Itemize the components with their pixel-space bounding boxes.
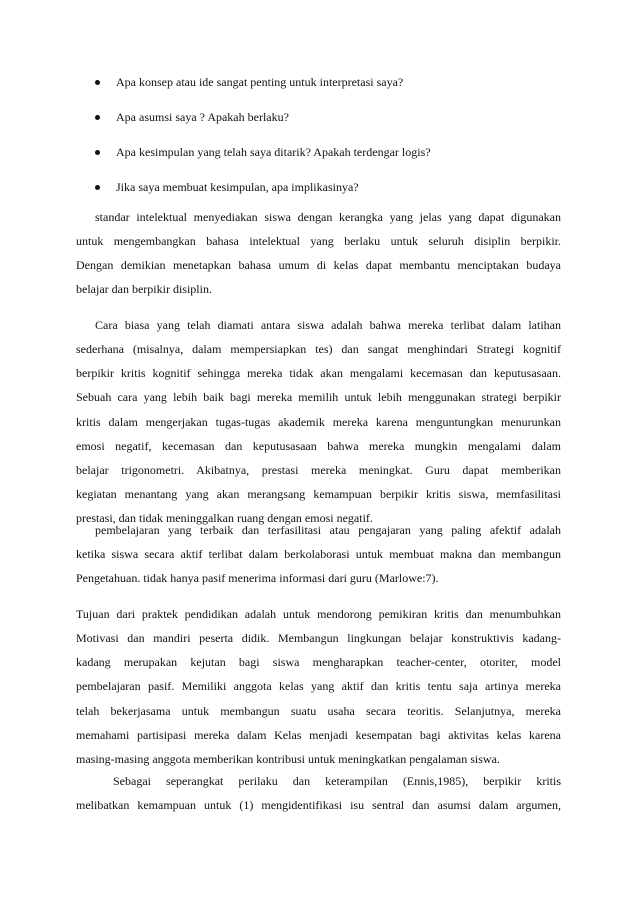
text-line: kadang merupakan kejutan bagi siswa mengharapkan teacher-center, otoriter, model	[76, 655, 561, 670]
text-line: belajar dan berpikir disiplin.	[76, 282, 212, 297]
paragraph-pembelajaran	[76, 518, 561, 590]
text-line: masing-masing anggota memberikan kontribusi untuk meningkatkan pengalaman siswa.	[76, 751, 500, 766]
text-line: Dengan demikian menetapkan bahasa umum di kelas dapat membantu menciptakan budaya	[76, 258, 561, 273]
text-line: belajar trigonometri. Akibatnya, prestasi mereka meningkat. Guru dapat memberikan	[76, 462, 561, 477]
bullet-item	[95, 105, 431, 140]
text-line: Tujuan dari praktek pendidikan adalah untuk mendorong pemikiran kritis dan menumbuhkan	[76, 607, 561, 621]
bullet-dot-icon	[95, 150, 100, 155]
bullet-dot-icon	[95, 185, 100, 190]
text-line: pembelajaran yang terbaik dan terfasilitasi atau pengajaran yang paling afektif adalah	[95, 523, 561, 537]
text-line: Motivasi dan mandiri peserta didik. Membangun lingkungan belajar konstruktivis kadang-	[76, 631, 561, 646]
text-line: kritis dalam mengerjakan tugas-tugas akademik mereka karena menguntungkan menurunkan	[76, 414, 561, 429]
bullet-text: Apa asumsi saya ? Apakah berlaku?	[116, 110, 289, 124]
text-line: Sebagai seperangkat perilaku dan keterampilan (Ennis,1985), berpikir kritis	[113, 774, 561, 788]
text-line: emosi negatif, kecemasan dan keputusasaan bahwa mereka mungkin mengalami dalam	[76, 438, 561, 453]
bullet-dot-icon	[95, 80, 100, 85]
bullet-text: Apa kesimpulan yang telah saya ditarik? Apakah terdengar logis?	[116, 145, 431, 159]
paragraph-standar-intelektual	[76, 205, 561, 302]
text-line: Pengetahuan. tidak hanya pasif menerima informasi dari guru (Marlowe:7).	[76, 571, 439, 586]
bullet-text: Apa konsep atau ide sangat penting untuk interpretasi saya?	[116, 75, 404, 89]
question-bullet-list	[95, 70, 431, 210]
text-line: sederhana (misalnya, dalam mempersiapkan tes) dan sangat menghindari Strategi kognitif	[76, 342, 561, 357]
text-line: standar intelektual menyediakan siswa dengan kerangka yang jelas yang dapat digunakan	[95, 210, 561, 224]
bullet-dot-icon	[95, 115, 100, 120]
text-line: telah bekerjasama untuk membangun suatu usaha secara teoritis. Selanjutnya, mereka	[76, 703, 561, 718]
bullet-text: Jika saya membuat kesimpulan, apa implikasinya?	[116, 180, 359, 194]
bullet-item	[95, 140, 431, 175]
paragraph-cara-biasa	[76, 313, 561, 530]
text-line: untuk mengembangkan bahasa intelektual yang berlaku untuk seluruh disiplin berpikir.	[76, 234, 561, 249]
text-line: kegiatan menantang yang akan merangsang kemampuan berpikir kritis siswa, memfasilitasi	[76, 486, 561, 501]
paragraph-sebagai-seperangkat	[76, 769, 561, 817]
text-line: pembelajaran pasif. Memiliki anggota kelas yang aktif dan kritis tentu saja artinya mereka	[76, 679, 561, 694]
paragraph-tujuan	[76, 602, 561, 771]
text-line: memahami partisipasi mereka dalam Kelas menjadi kesempatan bagi aktivitas kelas karena	[76, 727, 561, 742]
text-line: Cara biasa yang telah diamati antara siswa adalah bahwa mereka terlibat dalam latihan	[95, 318, 561, 332]
text-line: ketika siswa secara aktif terlibat dalam berkolaborasi untuk membuat makna dan membangun	[76, 547, 561, 562]
text-line: berpikir kritis kognitif sehingga mereka tidak akan mengalami kecemasan dan keputusasaan.	[76, 366, 561, 381]
text-line: Sebuah cara yang lebih baik bagi mereka memilih untuk lebih menggunakan strategi berpikir	[76, 390, 561, 405]
text-line: melibatkan kemampuan untuk (1) mengidentifikasi isu sentral dan asumsi dalam argumen,	[76, 798, 561, 813]
bullet-item	[95, 70, 431, 105]
text-line: prestasi, dan tidak meninggalkan ruang dengan emosi negatif.	[76, 511, 373, 526]
